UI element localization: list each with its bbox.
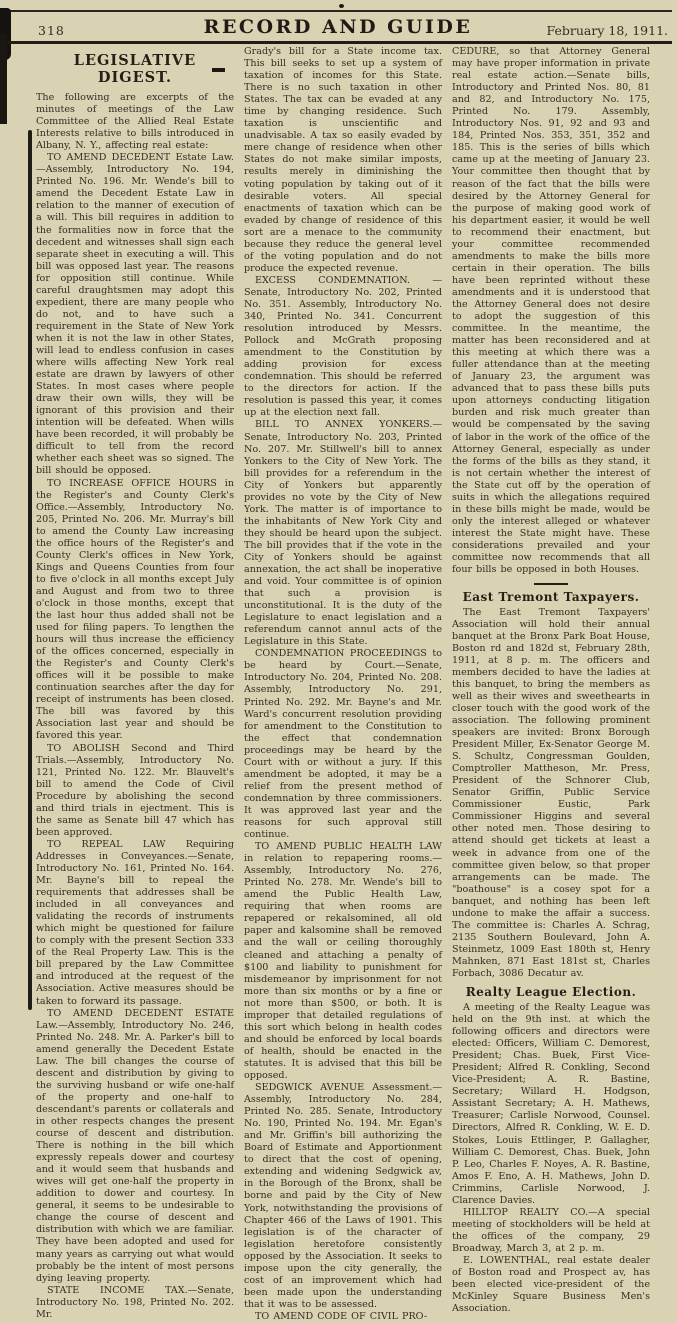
section-heading: East Tremont Taxpayers. <box>462 589 640 604</box>
paragraph: BILL TO ANNEX YONKERS.—Senate, Introductory No. 203, Printed No. 207. Mr. Stillwell's bill to annex Yonkers to the City of New York. The bill provides for a referendum in the City of Yonkers but apparently provides no vote by the City of New York. The matter is of importance to the inhabitants of New York City and they should be heard upon the subject. The bill provides that if the vote in the City of Yonkers should be against annexation, the act shall be inoperative and void. Your committee is of opinion that such a provision is unconstitutional. It is the duty of the Legislature to enact legislation and a referendum cannot annul acts of the Legislature in this State. <box>244 419 442 648</box>
paragraph: TO REPEAL LAW Requiring Addresses in Conveyances.—Senate, Introductory No. 161, Printed No. 164. Mr. Bayne's bill to repeal the requirements that addresses shall be included in all conveyances and validating the records of instruments which might be questioned for failure to comply with the present Section 333 of the Real Property Law. This is the bill prepared by the Law Committee and introduced at the request of the Association. Active measures should be taken to forward its passage. <box>36 838 234 1007</box>
paragraph: The East Tremont Taxpayers' Association will hold their annual banquet at the Bronx Park Boat House, Boston rd and 182d st, February 28th, 1911, at 8 p. m. The officers and members decided to have the ladies at this banquet, to bring the members as well as their wives and sweethearts in closer touch with the good work of the association. The following prominent speakers are invited: Bronx Borough President Miller, Ex-Senator George M. S. Schultz, Congressman Goulden, Comptroller Mattheson, Mr. Press, President of the Schnorer Club, Senator Griffin, Public Service Commissioner Eustic, Park Commissioner Higgins and several other noted men. Those desiring to attend should get tickets at least a week in advance from one of the committee given below, so that proper arrangements can be made. The "boathouse" is a cosey spot for a banquet, and nothing has been left undone to make the affair a success. The committee is: Charles A. Schrag, 2135 Southern Boulevard, John A. Steinmetz, 1009 East 180th st, Henry Mahnken, 871 East 181st st, Charles Forbach, 3086 Decatur av. <box>452 606 650 979</box>
section-heading: LEGISLATIVE DIGEST. <box>73 52 197 86</box>
paragraph: Grady's bill for a State income tax. This bill seeks to set up a system of taxation of incomes for this State. There is no such taxation in other States. The tax can be evaded at any time by changing residence. Such taxation is unscientific and unadvisable. A tax so easily evaded by mere change of residence when other States do not make similar imposts, results merely in diminishing the voting population by taking out of it desirable voters. All special enactments of taxation which can be evaded by change of residence of this sort are a menace to the community because they reduce the general level of the voting population and do not produce the expected revenue. <box>244 46 442 274</box>
scan-artifact-corner-2 <box>0 34 7 124</box>
paragraph: TO INCREASE OFFICE HOURS in the Register's and County Clerk's Office.—Assembly, Introductory No. 205, Printed No. 206. Mr. Murray's bill to amend the County Law increasing the office hours of the Register's and County Clerk's offices in New York, Kings and Queens Counties from four to five o'clock in all months except July and August and from two to three o'clock in those months, except that the last hour thus added shall not be used for filing papers. To lengthen the hours will thus increase the efficiency of the offices concerned, especially in the Register's and County Clerk's offices will it be possible to make continuation searches after the day for receipt of instruments has been closed. The bill was favored by this Association last year and should be favored this year. <box>36 477 234 742</box>
paragraph: TO AMEND PUBLIC HEALTH LAW in relation to repapering rooms.—Assembly, Introductory No. 276, Printed No. 278. Mr. Wende's bill to amend the Public Health Law, requiring that when rooms are repapered or rekalsomined, all old paper and kalsomine shall be removed and the wall or ceiling thoroughly cleaned and attaching a penalty of $100 and liability to punishment for misdemeanor by imprisonment for not more than six months or by a fine or not more than $500, or both. It is improper that detailed regulations of this sort which belong in health codes and should be enforced by local boards of health, should be enacted in the statutes. It is advised that this bill be opposed. <box>244 841 442 1081</box>
paragraph: TO AMEND DECEDENT ESTATE Law.—Assembly, Introductory No. 246, Printed No. 248. Mr. A. Parker's bill to amend generally the Decedent Estate Law. The bill changes the course of descent and distribution by giving to the surviving husband or wife one-half of the property and one-half to descendant's parents or collaterals and in other respects changes the present course of descent and distribution. There is nothing in the bill which expressly repeals dower and courtesy and it would seem that husbands and wives will get one-half the property in addition to dower and courtesy. In general, it seems to be undesirable to change the course of descent and distribution with which we are familiar. They have been adopted and used for many years as carrying out what would probably be the intent of most persons dying leaving property. <box>36 1007 234 1284</box>
paragraph: SEDGWICK AVENUE Assessment.—Assembly, Introductory No. 284, Printed No. 285. Senate, Introductory No. 190, Printed No. 194. Mr. Egan's and Mr. Griffin's bill authorizing the Board of Estimate and Apportionment to direct that the cost of opening, extending and widening Sedgwick av, in the Borough of the Bronx, shall be borne and paid by the City of New York, notwithstanding the provisions of Chapter 466 of the Laws of 1901. This legislation is of the character of legislation heretofore consistently opposed by the Association. It seeks to impose upon the city generally, the cost of an improvement which had been made upon the understanding that it was to be assessed. <box>244 1082 442 1310</box>
scan-artifact-left-edge <box>28 130 32 1010</box>
column-2 <box>244 46 442 1323</box>
article-columns <box>36 46 650 1323</box>
paragraph: STATE INCOME TAX.—Senate, Introductory No. 198, Printed No. 202. Mr. <box>36 1284 234 1320</box>
page-number: 318 <box>38 23 65 38</box>
paragraph: The following are excerpts of the minutes of meetings of the Law Committee of the Allied Real Estate Interests relative to bills introduced in Albany, N. Y., affecting real estate: <box>36 92 234 152</box>
paragraph: CEDURE, so that Attorney General may have proper information in private real estate action.—Senate bills, Introductory and Printed Nos. 80, 81 and 82, and Introductory No. 175, Printed No. 179. Assembly, Introductory Nos. 91, 92 and 93 and 184, Printed Nos. 353, 351, 352 and 185. This is the series of bills which came up at the meeting of January 23. Your committee then thought that by reason of the fact that the bills were desired by the Attorney General for the purpose of making good work of his department easier, it would be well to recommend their enactment, but your committee recommended amendments to make the bills more certain in their operation. The bills have been reprinted without these amendments and it is understood that the Attorney General does not desire to adopt the suggestion of this committee. In the meantime, the matter has been reconsidered and at this meeting at which there was a fuller attendance than at the meeting of January 23, the argument was advanced that to pass these bills puts upon attorneys conducting litigation burden and risk much greater than would be compensated by the saving of labor in the work of the office of the Attorney General, especially as under the forms of the bills as they stand, it is not certain whether the interest of the State cut off by the operation of suits in which the allegations required in these bills might be made, would be only the interest alleged or whatever interest the State might have. These considerations prevailed and your committee now recommends that all four bills be opposed in both Houses. <box>452 46 650 576</box>
paragraph: TO AMEND CODE OF CIVIL PRO- <box>255 1310 428 1322</box>
paragraph: TO AMEND DECEDENT Estate Law.—Assembly, Introductory No. 194, Printed No. 196. Mr. Wende's bill to amend the Decedent Estate Law in relation to the manner of execution of a will. This bill requires in addition to the formalities now in force that the decedent and witnesses shall sign each separate sheet in executing a will. This bill was opposed last year. The reasons for opposition still continue. While careful draughtsmen may adopt this expedient, there are many people who do not, and to have such a requirement in the State of New York when it is not the law in other States, will lead to endless confusion in cases where wills affecting New York real estate are drawn by lawyers of other States. In most cases where people draw their own wills, they will be ignorant of this provision and their intention will be defeated. When wills have been recorded, it will probably be difficult to tell from the record whether each sheet was so signed. The bill should be opposed. <box>36 152 234 477</box>
ink-dot-artifact <box>339 4 344 8</box>
paragraph: A meeting of the Realty League was held on the 9th inst. at which the following officers and directors were elected: Officers, William C. Demorest, President; Chas. Buek, First Vice-President; Alfred R. Conkling, Second Vice-President; A. R. Bastine, Secretary; Willard H. Hodgson, Assistant Secretary; A. H. Mathews, Treasurer; Carlisle Norwood, Counsel. Directors, Alfred R. Conkling, W. E. D. Stokes, Louis Ettlinger, P. Gallagher, William C. Demorest, Chas. Buek, John P. Leo, Charles F. Noyes, A. R. Bastine, Amos F. Eno, A. H. Mathews, John D. Crimmins, Carlisle Norwood, J. Clarence Davies. <box>452 1002 650 1206</box>
paragraph: TO ABOLISH Second and Third Trials.—Assembly, Introductory No. 121, Printed No. 122. Mr. Blauvelt's bill to amend the Code of Civil Procedure by abolishing the second and third trials in ejectment. This is the same as Senate bill 47 which has been approved. <box>36 742 234 838</box>
paragraph: CONDEMNATION PROCEEDINGS to be heard by Court.—Senate, Introductory No. 204, Printed No. 208. Assembly, Introductory No. 291, Printed No. 292. Mr. Bayne's and Mr. Ward's concurrent resolution providing for amendment to the Constitution to the effect that condemnation proceedings may be heard by the Court with or without a jury. If this amendment be adopted, it may be a relief from the present method of condemnation by three commissioners. It was approved last year and the reasons for such approval still continue. <box>244 648 442 841</box>
column-3 <box>452 46 650 1323</box>
section-divider <box>534 583 568 585</box>
paragraph: EXCESS CONDEMNATION. — Senate, Introductory No. 202, Printed No. 351. Assembly, Introductory No. 340, Printed No. 341. Concurrent resolution introduced by Messrs. Pollock and McGrath proposing amendment to the Constitution by adding provision for excess condemnation. This should be referred to the directors for action. If the resolution is passed this year, it comes up at the election next fall. <box>244 274 442 419</box>
masthead-title: RECORD AND GUIDE <box>203 16 473 38</box>
issue-date: February 18, 1911. <box>546 23 668 38</box>
paragraph: HILLTOP REALTY CO.—A special meeting of stockholders will be held at the offices of the company, 29 Broadway, March 3, at 2 p. m. <box>452 1206 650 1254</box>
header-rule <box>8 41 672 44</box>
paragraph: E. LOWENTHAL, real estate dealer of Boston road and Prospect av, has been elected vice-president of the McKinley Square Business Men's Association. <box>452 1255 650 1315</box>
column-1 <box>36 46 234 1323</box>
section-heading: Realty League Election. <box>465 985 637 1000</box>
page-header <box>8 14 672 38</box>
top-edge-rule <box>8 10 672 12</box>
